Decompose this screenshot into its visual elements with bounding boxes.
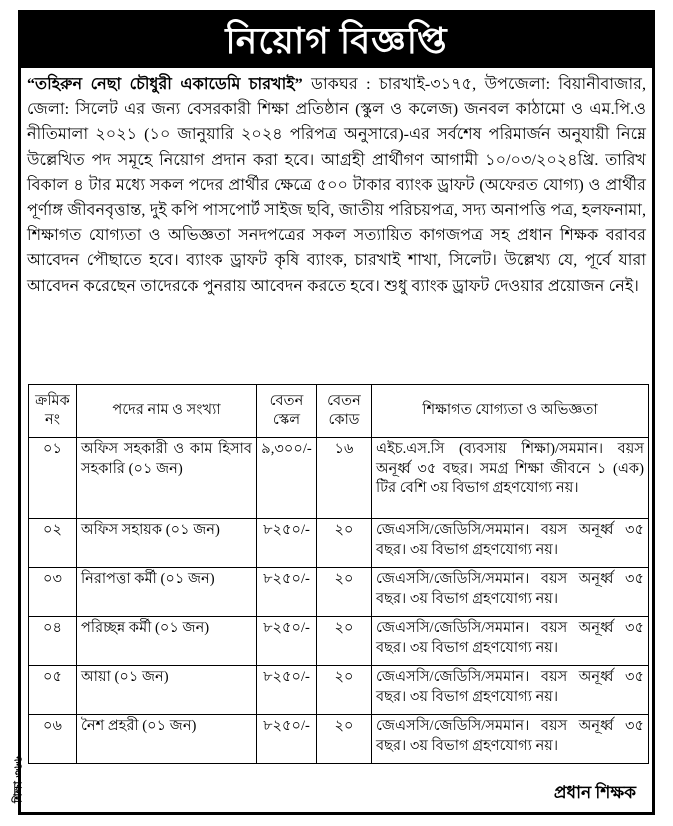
vacancy-table: [28, 384, 649, 764]
side-margin-caption: শিক্ষা-৩৬৬: [12, 756, 25, 803]
cell-serial: ০৫: [29, 666, 77, 715]
table-body: [29, 438, 649, 764]
cell-serial: ০২: [29, 519, 77, 568]
cell-scale: ৯,৩০০/-: [257, 438, 317, 519]
cell-qualification: জেএসসি/জেডিসি/সমমান। বয়স অনূর্ধ্ব ৩৫ বছর। ৩য় বিভাগ গ্রহণযোগ্য নয়।: [372, 715, 649, 764]
cell-serial: ০১: [29, 438, 77, 519]
cell-post: আয়া (০১ জন): [77, 666, 257, 715]
notice-body: [27, 72, 646, 299]
cell-qualification: জেএসসি/জেডিসি/সমমান। বয়স অনূর্ধ্ব ৩৫ বছর। ৩য় বিভাগ গ্রহণযোগ্য নয়।: [372, 666, 649, 715]
table-row: [29, 715, 649, 764]
page-title: নিয়োগ বিজ্ঞপ্তি: [225, 20, 448, 61]
table-row: [29, 666, 649, 715]
cell-qualification: এইচ.এস.সি (ব্যবসায় শিক্ষা)/সমমান। বয়স অনূর্ধ্ব ৩৫ বছর। সমগ্র শিক্ষা জীবনে ১ (এক) টির বেশি ৩য় বিভাগ গ্রহণযোগ্য নয়।: [372, 438, 649, 519]
cell-post: অফিস সহায়ক (০১ জন): [77, 519, 257, 568]
cell-scale: ৮২৫০/-: [257, 715, 317, 764]
cell-post: অফিস সহকারী ও কাম হিসাব সহকারি (০১ জন): [77, 438, 257, 519]
table-row: [29, 617, 649, 666]
cell-serial: ০৩: [29, 568, 77, 617]
cell-scale: ৮২৫০/-: [257, 519, 317, 568]
cell-serial: ০৪: [29, 617, 77, 666]
table-header-row: [29, 385, 649, 438]
cell-qualification: জেএসসি/জেডিসি/সমমান। বয়স অনূর্ধ্ব ৩৫ বছর। ৩য় বিভাগ গ্রহণযোগ্য নয়।: [372, 519, 649, 568]
cell-scale: ৮২৫০/-: [257, 617, 317, 666]
cell-scale: ৮২৫০/-: [257, 568, 317, 617]
notice-paragraph: [27, 72, 646, 299]
cell-serial: ০৬: [29, 715, 77, 764]
cell-code: ২০: [317, 568, 372, 617]
signature-label: প্রধান শিক্ষক: [553, 783, 636, 802]
column-header-code: বেতন কোড: [317, 385, 372, 438]
table-row: [29, 438, 649, 519]
institution-name: “তহিরুন নেছা চৌধুরী একাডেমি চারখাই”: [27, 76, 303, 93]
column-header-scale: বেতন স্কেল: [257, 385, 317, 438]
column-header-serial: ক্রমিক নং: [29, 385, 77, 438]
cell-qualification: জেএসসি/জেডিসি/সমমান। বয়স অনূর্ধ্ব ৩৫ বছর। ৩য় বিভাগ গ্রহণযোগ্য নয়।: [372, 617, 649, 666]
table-row: [29, 519, 649, 568]
cell-post: নিরাপত্তা কর্মী (০১ জন): [77, 568, 257, 617]
notice-paragraph-text: ডাকঘর : চারখাই-৩১৭৫, উপজেলা: বিয়ানীবাজার, জেলা: সিলেট এর জন্য বেসরকারী শিক্ষা প্রতিষ্ঠান (স্কুল ও কলেজ) জনবল কাঠামো ও এম.পি.ও নীতিমালা ২০২১ (১০ জানুয়ারি ২০২৪ পরিপত্র অনুসারে)-এর সর্বশেষ পরিমার্জন অনুযায়ী নিম্নে উল্লেখিত পদ সমূহে নিয়োগ প্রদান করা হবে। আগ্রহী প্রার্থীগণ আগামী ১০/০৩/২০২৪খ্রি. তারিখ বিকাল ৪ টার মধ্যে সকল পদের প্রার্থীর ক্ষেত্রে ৫০০ টাকার ব্যাংক ড্রাফট (অফেরত যোগ্য) ও প্রার্থীর পূর্ণাঙ্গ জীবনবৃত্তান্ত, দুই কপি পাসপোর্ট সাইজ ছবি, জাতীয় পরিচয়পত্র, সদ্য অনাপত্তি পত্র, হলফনামা, শিক্ষাগত যোগ্যতা ও অভিজ্ঞতা সনদপত্রের সকল সত্যায়িত কাগজপত্র সহ প্রধান শিক্ষক বরাবর আবেদন পৌছাতে হবে। ব্যাংক ড্রাফট কৃষি ব্যাংক, চারখাই শাখা, সিলেট। উল্লেখ্য যে, পূর্বে যারা আবেদন করেছেন তাদেরকে পুনরায় আবেদন করতে হবে। শুধু ব্যাংক ড্রাফট দেওয়ার প্রয়োজন নেই।: [27, 76, 646, 295]
cell-post: নৈশ প্রহরী (০১ জন): [77, 715, 257, 764]
cell-code: ২০: [317, 617, 372, 666]
column-header-qualification: শিক্ষাগত যোগ্যতা ও অভিজ্ঞতা: [372, 385, 649, 438]
cell-scale: ৮২৫০/-: [257, 666, 317, 715]
table-row: [29, 568, 649, 617]
cell-post: পরিচ্ছন্ন কর্মী (০১ জন): [77, 617, 257, 666]
cell-code: ১৬: [317, 438, 372, 519]
cell-qualification: জেএসসি/জেডিসি/সমমান। বয়স অনূর্ধ্ব ৩৫ বছর। ৩য় বিভাগ গ্রহণযোগ্য নয়।: [372, 568, 649, 617]
column-header-post: পদের নাম ও সংখ্যা: [77, 385, 257, 438]
table-header: [29, 385, 649, 438]
cell-code: ২০: [317, 666, 372, 715]
title-banner: [21, 13, 652, 68]
cell-code: ২০: [317, 519, 372, 568]
cell-code: ২০: [317, 715, 372, 764]
